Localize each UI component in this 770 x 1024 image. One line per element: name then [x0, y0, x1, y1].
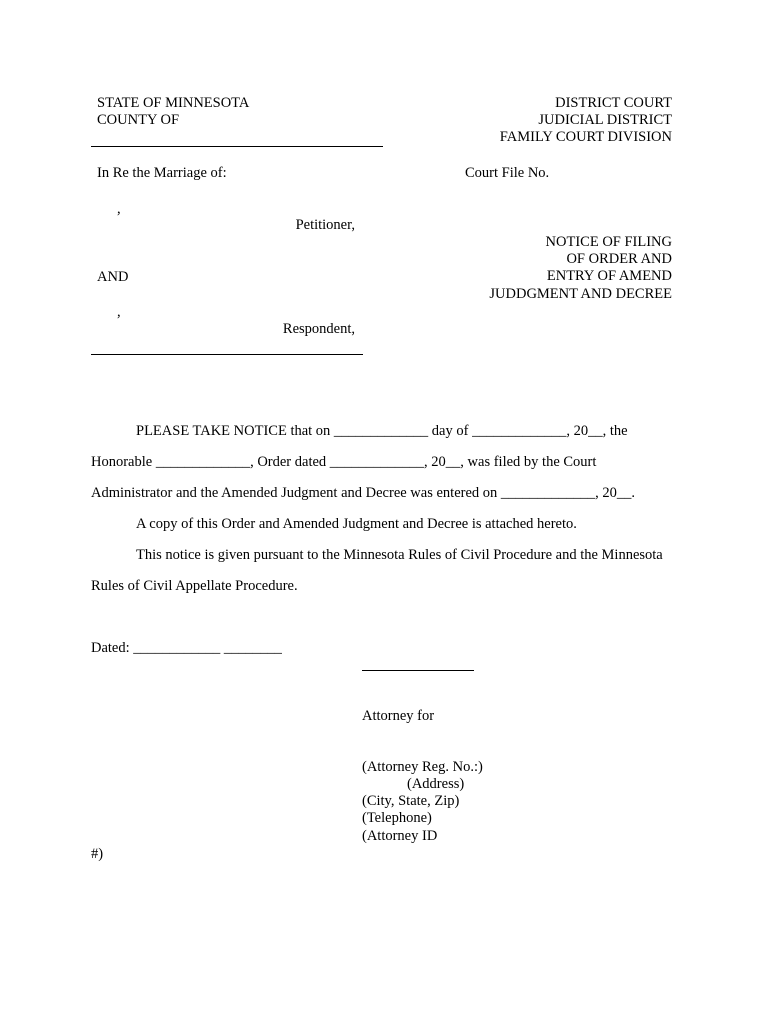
- attorney-city-state-zip: (City, State, Zip): [362, 793, 460, 809]
- attorney-id-close: #): [91, 846, 104, 862]
- and-label: AND: [97, 269, 129, 285]
- rules-paragraph-line2: Rules of Civil Appellate Procedure.: [91, 578, 298, 594]
- judicial-district: JUDICIAL DISTRICT: [538, 112, 672, 128]
- doc-title-line1: NOTICE OF FILING: [545, 234, 672, 250]
- rules-paragraph-line1: This notice is given pursuant to the Minnesota Rules of Civil Procedure and the Minnesota: [136, 547, 663, 563]
- state-name: STATE OF MINNESOTA: [97, 95, 250, 111]
- notice-paragraph-line2: Honorable _____________, Order dated _____________, 20__, was filed by the Court: [91, 454, 597, 470]
- court-division: FAMILY COURT DIVISION: [499, 129, 672, 145]
- court-name: DISTRICT COURT: [555, 95, 672, 111]
- doc-title-line3: ENTRY OF AMEND: [546, 268, 672, 284]
- court-file-number: Court File No.: [465, 165, 550, 181]
- petitioner-name-comma: ,: [117, 201, 121, 217]
- attorney-for: Attorney for: [362, 708, 435, 724]
- attorney-telephone: (Telephone): [362, 810, 432, 826]
- caption-divider-top: [91, 146, 383, 147]
- attorney-id: (Attorney ID: [362, 828, 438, 844]
- notice-paragraph-line1: PLEASE TAKE NOTICE that on _____________ day of _____________, 20__, the: [136, 423, 628, 439]
- caption-divider-bottom: [91, 354, 363, 355]
- signature-line: [362, 670, 474, 671]
- doc-title-line4: JUDDGMENT AND DECREE: [489, 286, 672, 302]
- dated-line: Dated: ____________ ________: [91, 640, 282, 656]
- county-label: COUNTY OF: [97, 112, 180, 128]
- in-re-marriage: In Re the Marriage of:: [97, 165, 227, 181]
- attorney-address: (Address): [407, 776, 465, 792]
- notice-paragraph-line3: Administrator and the Amended Judgment and Decree was entered on _____________, 20__.: [91, 485, 636, 501]
- copy-attached-paragraph: A copy of this Order and Amended Judgment and Decree is attached hereto.: [136, 516, 577, 532]
- attorney-reg-no: (Attorney Reg. No.:): [362, 759, 483, 775]
- petitioner-label: Petitioner,: [295, 217, 355, 233]
- respondent-name-comma: ,: [117, 304, 121, 320]
- doc-title-line2: OF ORDER AND: [566, 251, 672, 267]
- respondent-label: Respondent,: [282, 321, 355, 337]
